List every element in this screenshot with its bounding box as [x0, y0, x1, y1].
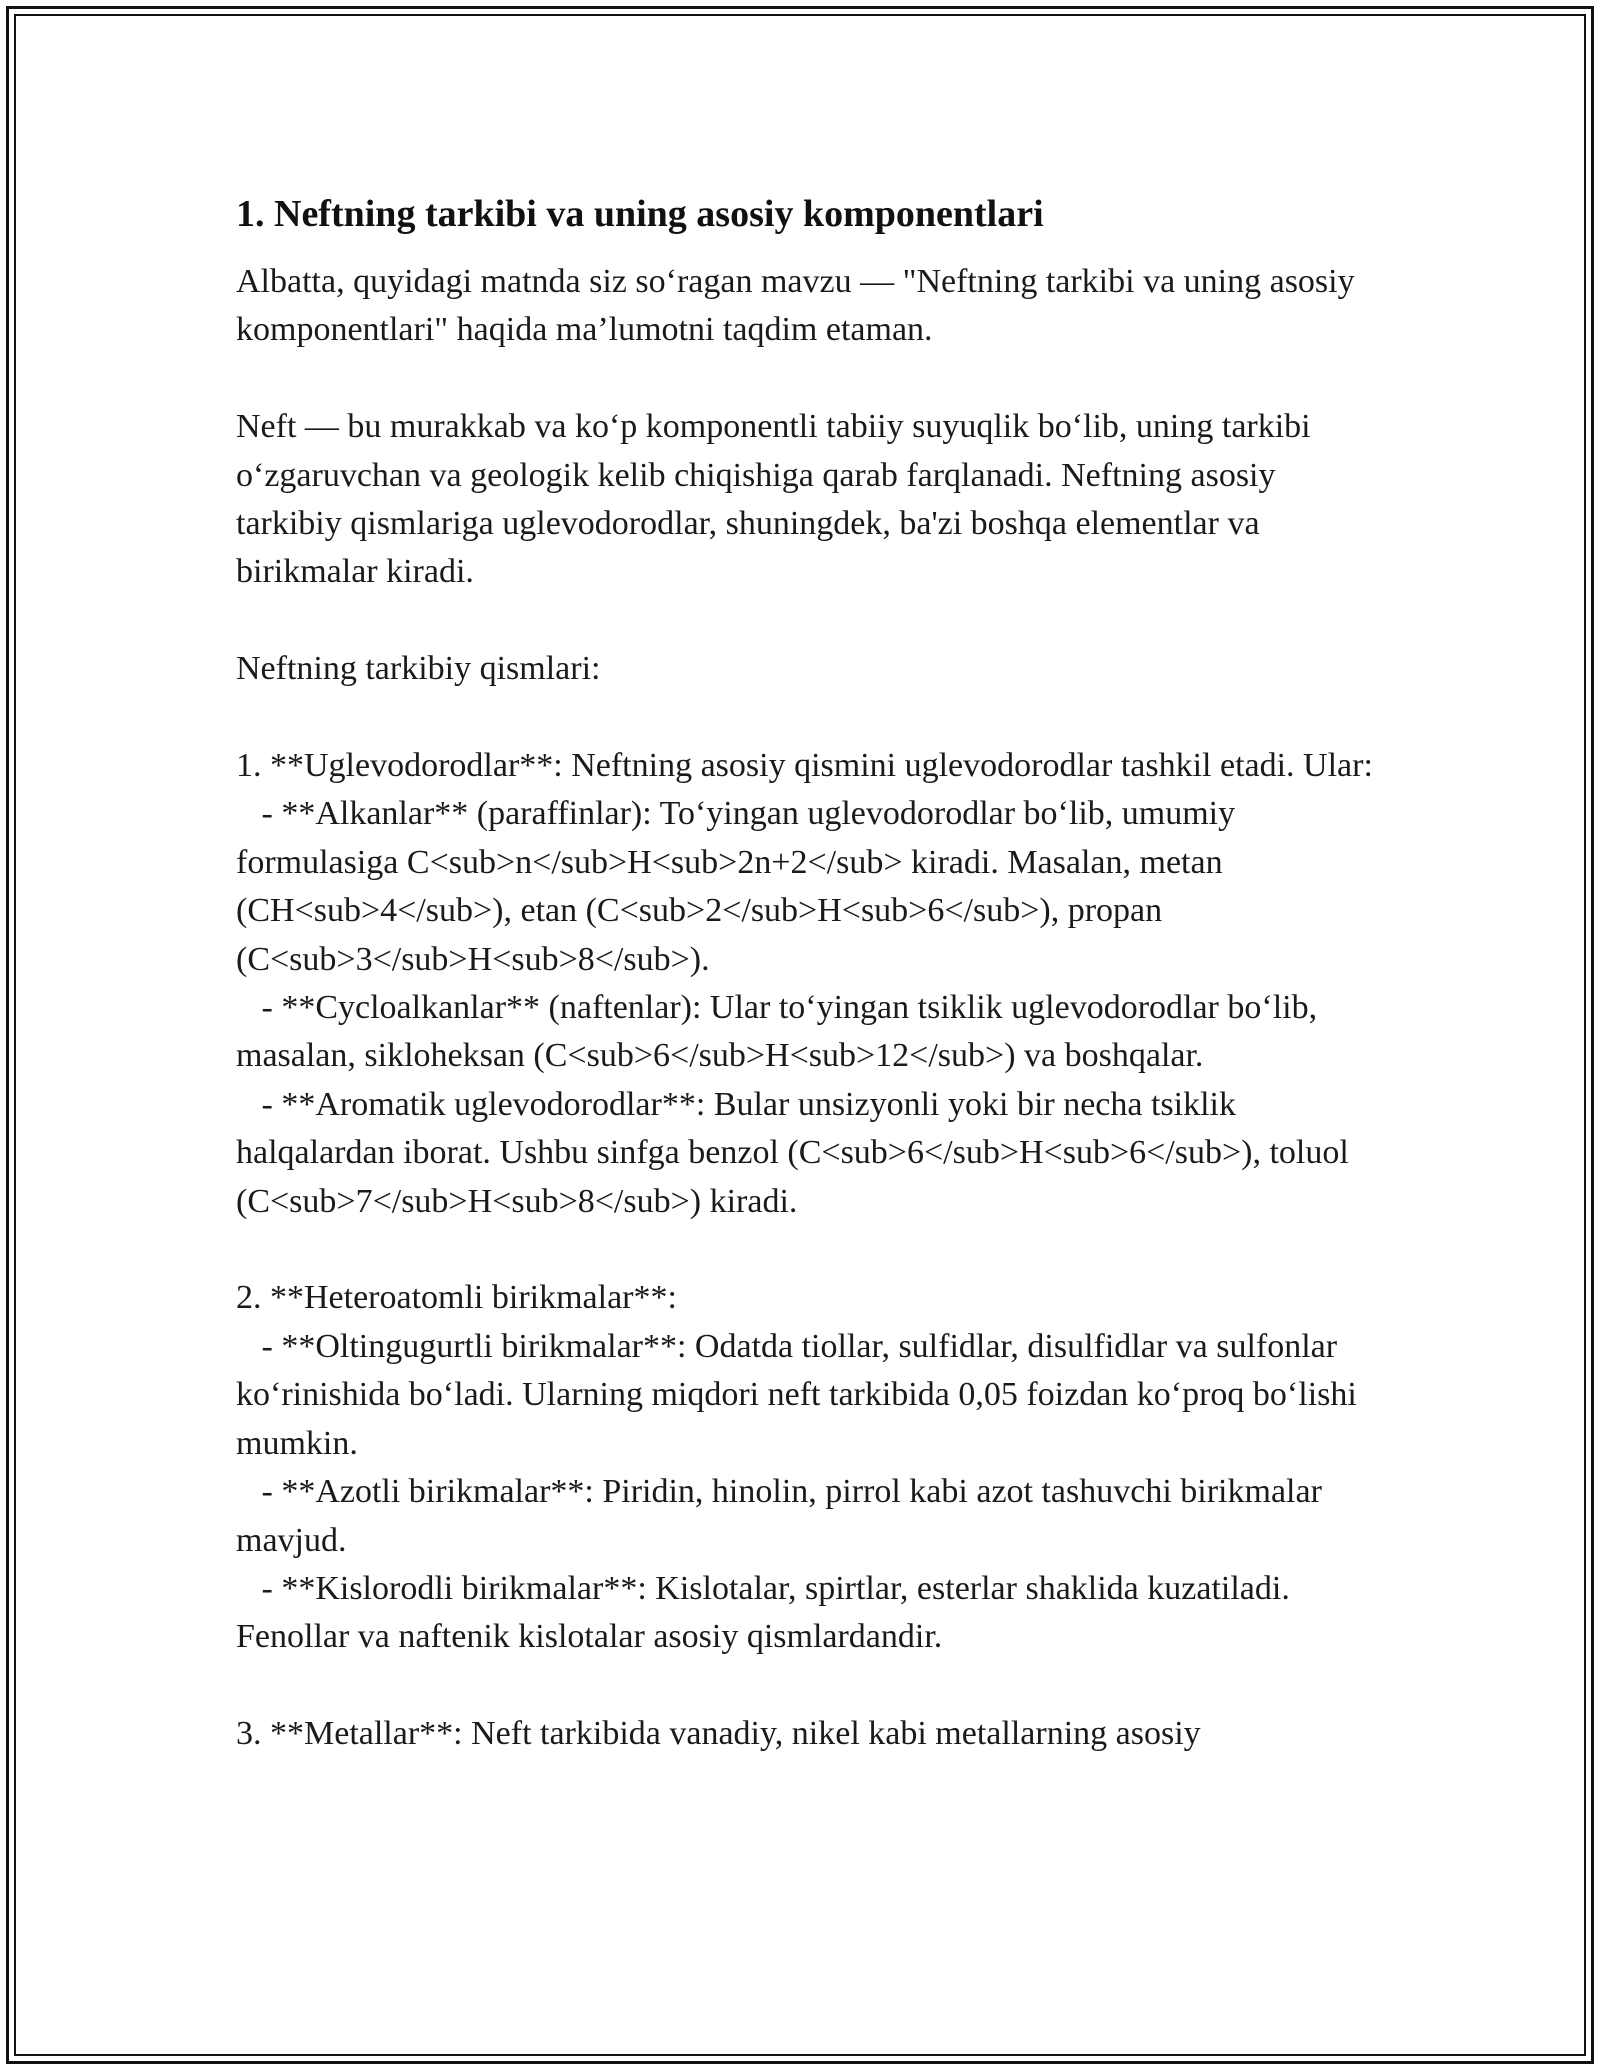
- section-heading-paragraph: Neftning tarkibiy qismlari:: [236, 650, 601, 688]
- paragraph-gap: [236, 1226, 1376, 1274]
- paragraph-gap: [236, 1662, 1376, 1710]
- metals-list-item: 3. **Metallar**: Neft tarkibida vanadiy, nikel kabi metallarning asosiy: [236, 1715, 1201, 1753]
- paragraph-gap: [236, 597, 1376, 645]
- document-title: 1. Neftning tarkibi va uning asosiy komponentlari: [236, 193, 1044, 235]
- heteroatomic-list-item: 2. **Heteroatomli birikmalar**: - **Oltingugurtli birikmalar**: Odatda tiollar, sulfidlar, disulfidlar va sulfonlar ko‘rinishida bo‘ladi. Ularning miqdori neft tarkibida 0,05 foizdan ko‘proq bo‘lishi mumkin. - **Azotli birikmalar**: Piridin, hinolin, pirrol kabi azot tashuvchi birikmalar mavjud. - **Kislorodli birikmalar**: Kislotalar, spirtlar, esterlar shaklida kuzatiladi. Fenollar va naftenik kislotalar asosiy qismlardandir.: [236, 1279, 1357, 1656]
- paragraph-gap: [236, 694, 1376, 742]
- hydrocarbons-list-item: 1. **Uglevodorodlar**: Neftning asosiy qismini uglevodorodlar tashkil etadi. Ular: - **Alkanlar** (paraffinlar): To‘yingan uglevodorodlar bo‘lib, umumiy formulasiga C<sub>n</sub>H<sub>2n+2</sub> kiradi. Masalan, metan (CH<sub>4</sub>), etan (C<sub>2</sub>H<sub>6</sub>), propan (C<sub>3</sub>H<sub>8</sub>). - **Cycloalkanlar** (naftenlar): Ular to‘yingan tsiklik uglevodorodlar bo‘lib, masalan, sikloheksan (C<sub>6</sub>H<sub>12</sub>) va boshqalar. - **Aromatik uglevodorodlar**: Bular unsizyonli yoki bir necha tsiklik halqalardan iborat. Ushbu sinfga benzol (C<sub>6</sub>H<sub>6</sub>), toluol (C<sub>7</sub>H<sub>8</sub>) kiradi.: [236, 747, 1373, 1220]
- intro-paragraph: Albatta, quyidagi matnda siz so‘ragan mavzu — "Neftning tarkibi va uning asosiy komponentlari" haqida ma’lumotni taqdim etaman.: [236, 263, 1364, 349]
- paragraph-gap: [236, 355, 1376, 403]
- document-body: [236, 190, 1376, 1759]
- definition-paragraph: Neft — bu murakkab va ko‘p komponentli tabiiy suyuqlik bo‘lib, uning tarkibi o‘zgaruvchan va geologik kelib chiqishiga qarab farqlanadi. Neftning asosiy tarkibiy qismlariga uglevodorodlar, shuningdek, ba'zi boshqa elementlar va birikmalar kiradi.: [236, 408, 1320, 591]
